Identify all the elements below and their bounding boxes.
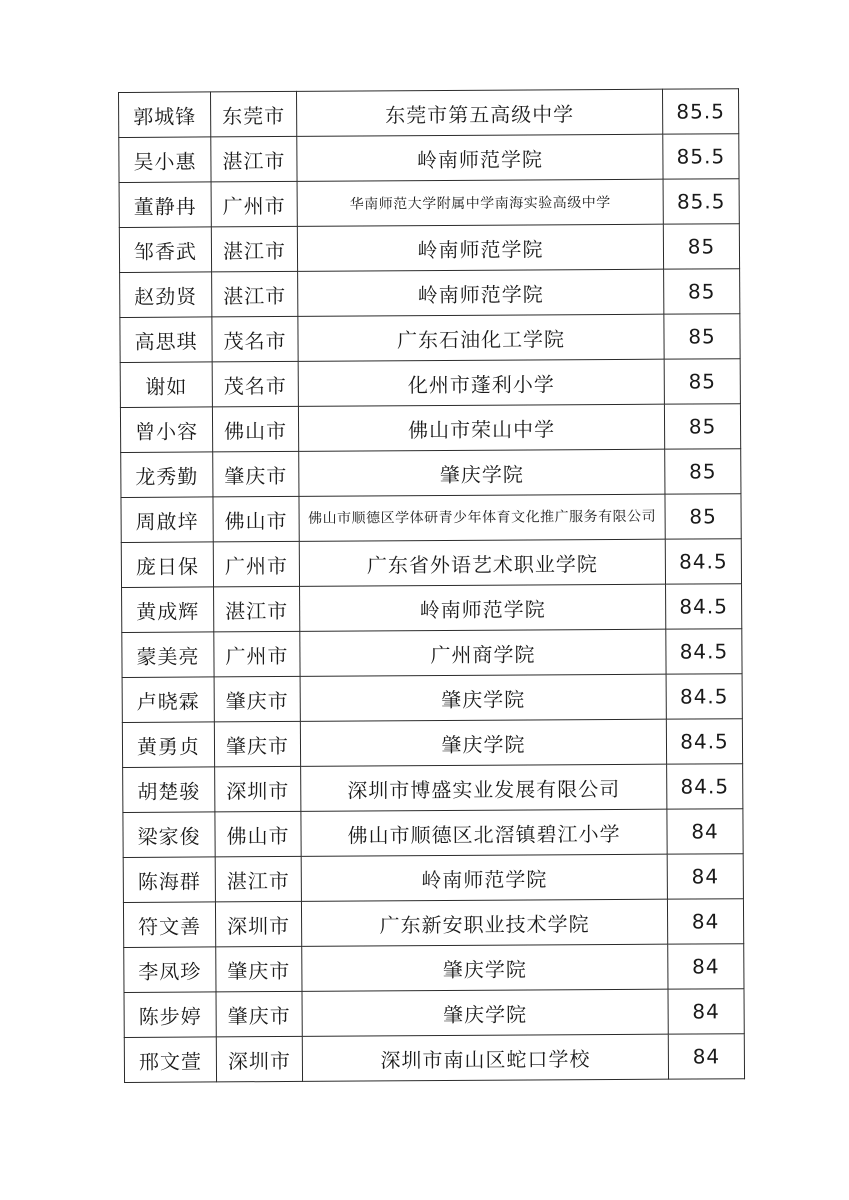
score-cell: 85: [664, 359, 740, 404]
organization-cell: 肇庆学院: [302, 944, 668, 991]
organization-cell: 化州市蓬利小学: [298, 359, 664, 406]
score-cell: 84: [668, 1034, 744, 1079]
organization-cell: 肇庆学院: [299, 449, 665, 496]
city-cell: 佛山市: [213, 496, 299, 542]
score-cell: 84: [667, 899, 743, 944]
name-cell: 曾小容: [120, 407, 212, 453]
city-cell: 肇庆市: [213, 451, 299, 497]
name-cell: 郭城锋: [119, 92, 211, 138]
organization-cell: 肇庆学院: [302, 989, 668, 1036]
name-cell: 庞日保: [121, 542, 213, 588]
organization-cell: 广东新安职业技术学院: [301, 899, 667, 946]
name-cell: 邢文萱: [124, 1037, 216, 1083]
table-row: [123, 854, 743, 903]
score-cell: 84: [667, 854, 743, 899]
city-cell: 湛江市: [212, 271, 298, 317]
table-row: [120, 359, 740, 408]
table-row: [124, 989, 744, 1038]
organization-cell: 佛山市顺德区学体研青少年体育文化推广服务有限公司: [299, 494, 665, 541]
table-row: [123, 899, 743, 948]
name-cell: 卢晓霖: [122, 677, 214, 723]
organization-cell: 广州商学院: [300, 629, 666, 676]
table-row: [119, 134, 739, 183]
score-cell: 84: [668, 989, 744, 1034]
table-row: [124, 1034, 744, 1083]
organization-cell: 广东石油化工学院: [298, 314, 664, 361]
table-row: [120, 404, 740, 453]
organization-cell: 佛山市荣山中学: [298, 404, 664, 451]
score-cell: 84.5: [667, 764, 743, 809]
city-cell: 肇庆市: [214, 676, 300, 722]
table-row: [119, 179, 739, 228]
name-cell: 陈海群: [123, 857, 215, 903]
organization-cell: 广东省外语艺术职业学院: [299, 539, 665, 586]
table-row: [120, 269, 740, 318]
score-cell: 84.5: [666, 719, 742, 764]
organization-cell: 深圳市博盛实业发展有限公司: [301, 764, 667, 811]
name-cell: 蒙美亮: [122, 632, 214, 678]
name-cell: 董静冉: [119, 182, 211, 228]
table-row: [122, 584, 742, 633]
table-row: [120, 314, 740, 363]
city-cell: 湛江市: [214, 586, 300, 632]
city-cell: 湛江市: [211, 136, 297, 182]
organization-cell: 岭南师范学院: [297, 224, 663, 271]
city-cell: 肇庆市: [216, 946, 302, 992]
score-cell: 85: [664, 269, 740, 314]
organization-cell: 岭南师范学院: [298, 269, 664, 316]
city-cell: 肇庆市: [214, 721, 300, 767]
name-cell: 赵劲贤: [120, 272, 212, 318]
organization-cell: 岭南师范学院: [300, 584, 666, 631]
city-cell: 佛山市: [212, 406, 298, 452]
table-row: [122, 629, 742, 678]
name-cell: 黄成辉: [122, 587, 214, 633]
score-cell: 85: [663, 224, 739, 269]
score-table: [118, 88, 745, 1083]
table-row: [121, 494, 741, 543]
table-row: [119, 224, 739, 273]
table-row: [122, 719, 742, 768]
table-row: [123, 809, 743, 858]
city-cell: 茂名市: [212, 316, 298, 362]
name-cell: 吴小惠: [119, 137, 211, 183]
score-cell: 85: [665, 449, 741, 494]
city-cell: 湛江市: [215, 856, 301, 902]
city-cell: 茂名市: [212, 361, 298, 407]
score-cell: 85.5: [662, 89, 738, 134]
score-cell: 85.5: [663, 179, 739, 224]
table-row: [124, 944, 744, 993]
organization-cell: 深圳市南山区蛇口学校: [302, 1034, 668, 1081]
organization-cell: 华南师范大学附属中学南海实验高级中学: [297, 179, 663, 226]
city-cell: 深圳市: [216, 1036, 302, 1082]
organization-cell: 佛山市顺德区北滘镇碧江小学: [301, 809, 667, 856]
city-cell: 深圳市: [215, 901, 301, 947]
score-cell: 85: [664, 404, 740, 449]
table-row: [119, 89, 739, 138]
name-cell: 谢如: [120, 362, 212, 408]
organization-cell: 岭南师范学院: [301, 854, 667, 901]
name-cell: 胡楚骏: [123, 767, 215, 813]
city-cell: 深圳市: [215, 766, 301, 812]
city-cell: 东莞市: [211, 91, 297, 137]
name-cell: 周啟垶: [121, 497, 213, 543]
city-cell: 广州市: [211, 181, 297, 227]
score-cell: 84: [668, 944, 744, 989]
score-cell: 85.5: [663, 134, 739, 179]
city-cell: 湛江市: [211, 226, 297, 272]
name-cell: 梁家俊: [123, 812, 215, 858]
organization-cell: 肇庆学院: [300, 674, 666, 721]
name-cell: 黄勇贞: [122, 722, 214, 768]
organization-cell: 肇庆学院: [300, 719, 666, 766]
table-row: [121, 449, 741, 498]
score-cell: 84.5: [665, 539, 741, 584]
city-cell: 佛山市: [215, 811, 301, 857]
name-cell: 陈步婷: [124, 992, 216, 1038]
name-cell: 龙秀勤: [121, 452, 213, 498]
score-cell: 84.5: [666, 629, 742, 674]
city-cell: 广州市: [214, 631, 300, 677]
city-cell: 肇庆市: [216, 991, 302, 1037]
name-cell: 高思琪: [120, 317, 212, 363]
organization-cell: 岭南师范学院: [297, 134, 663, 181]
city-cell: 广州市: [213, 541, 299, 587]
name-cell: 符文善: [123, 902, 215, 948]
score-cell: 84.5: [666, 674, 742, 719]
table-row: [122, 674, 742, 723]
table-row: [121, 539, 741, 588]
name-cell: 李凤珍: [124, 947, 216, 993]
table-row: [123, 764, 743, 813]
organization-cell: 东莞市第五高级中学: [296, 89, 662, 136]
score-cell: 84: [667, 809, 743, 854]
score-cell: 84.5: [666, 584, 742, 629]
name-cell: 邹香武: [119, 227, 211, 273]
score-cell: 85: [665, 494, 741, 539]
score-cell: 85: [664, 314, 740, 359]
